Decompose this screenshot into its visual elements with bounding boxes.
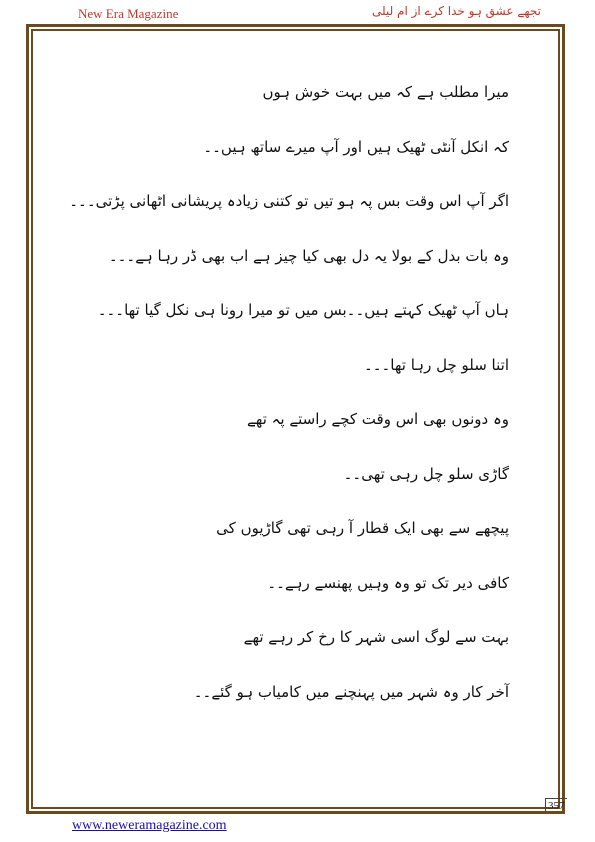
page-number: 357	[545, 798, 567, 812]
text-line: اگر آپ اس وقت بس پہ ہو تیں تو کتنی زیادہ پریشانی اٹھانی پڑتی۔۔۔	[69, 192, 509, 210]
text-line: پیچھے سے بھی ایک قطار آ رہی تھی گاڑیوں کی	[216, 519, 509, 537]
website-link[interactable]: www.neweramagazine.com	[72, 818, 227, 833]
text-line: ہاں آپ ٹھیک کہتے ہیں۔۔بس میں تو میرا رونا ہی نکل گیا تھا۔۔۔	[97, 301, 509, 319]
text-line: آخر کار وہ شہر میں پہنچنے میں کامیاب ہو گئے۔۔	[193, 682, 509, 701]
text-line: وہ بات بدل کے بولا یہ دل بھی کیا چیز ہے اب بھی ڈر رہا ہے۔۔۔	[108, 246, 509, 265]
book-title: تجھے عشق ہو خدا کرے از ام لیلی	[371, 4, 541, 18]
text-line: کافی دیر تک تو وہ وہیں پھنسے رہے۔۔	[267, 573, 509, 592]
text-line: میرا مطلب ہے کہ میں بہت خوش ہوں	[262, 83, 509, 101]
text-line: اتنا سلو چل رہا تھا۔۔۔	[363, 355, 509, 374]
text-line: بہت سے لوگ اسی شہر کا رخ کر رہے تھے	[243, 628, 509, 646]
text-line: کہ انکل آنٹی ٹھیک ہیں اور آپ میرے ساتھ ہیں۔۔	[203, 137, 509, 156]
story-text	[69, 80, 509, 734]
text-line: گاڑی سلو چل رہی تھی۔۔	[343, 464, 509, 483]
text-line: وہ دونوں بھی اس وقت کچے راستے پہ تھے	[246, 410, 509, 428]
magazine-name: New Era Magazine	[78, 6, 179, 21]
